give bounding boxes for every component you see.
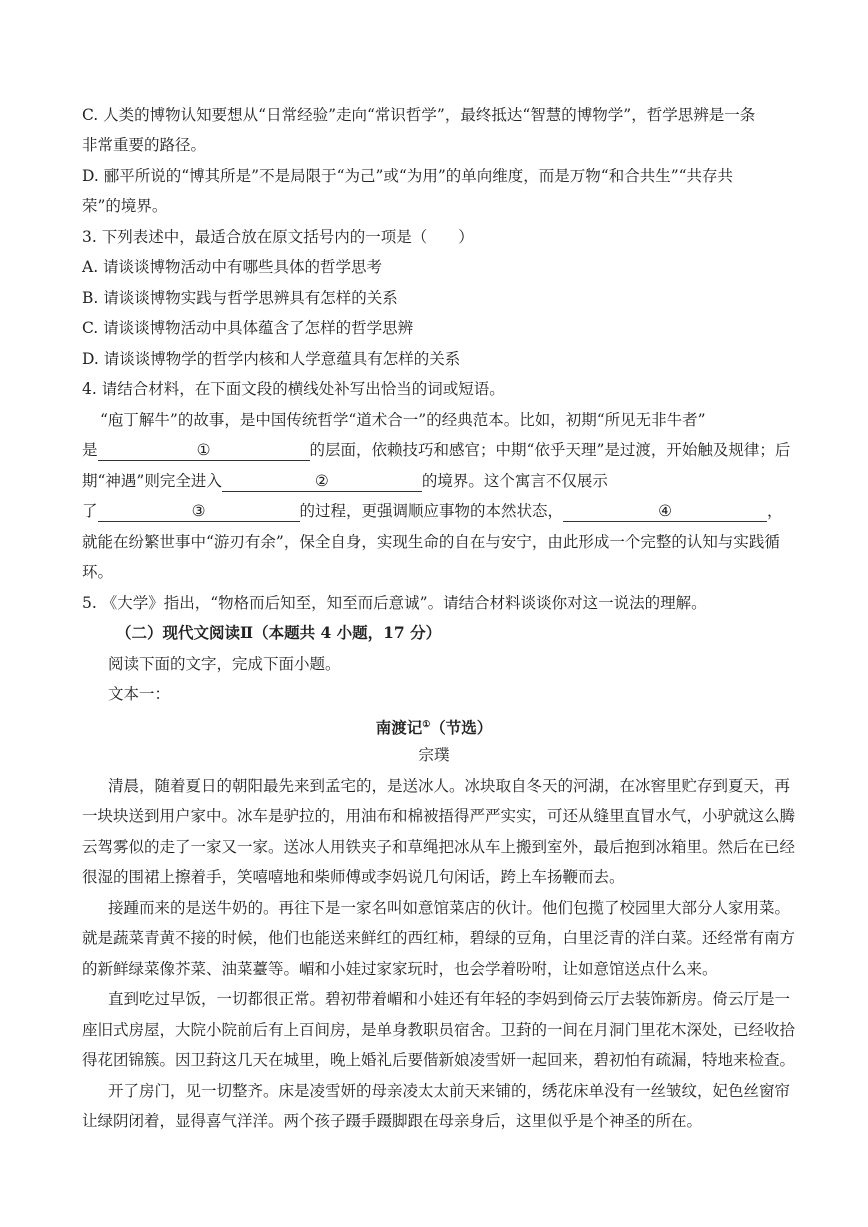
- article-line: 一块块送到用户家中。冰车是驴拉的，用油布和棉被捂得严严实实，可还从缝里直冒水气，小驴就这么腾: [82, 807, 796, 825]
- q2-option-c-line-2: 非常重要的路径。: [82, 136, 207, 154]
- q5-stem: 5. 《大学》指出，“物格而后知至，知至而后意诚”。请结合材料谈谈你对这一说法的理解。: [82, 594, 707, 612]
- article-line: 云驾雾似的走了一家又一家。送冰人用铁夹子和草绳把冰从车上搬到室外，最后抱到冰箱里。然后在已经: [82, 838, 796, 856]
- q2-option-d-line-1: D. 郦平所说的“博其所是”不是局限于“为己”或“为用”的单向维度，而是万物“和合共生”“共存共: [82, 167, 734, 185]
- answer-blank-1[interactable]: ①: [98, 440, 310, 461]
- answer-blank-2[interactable]: ②: [222, 471, 422, 492]
- q4-text: 的过程，更强调顺应事物的本然状态，: [299, 502, 564, 520]
- q4-text: 的境界。这个寓言不仅展示: [421, 472, 608, 490]
- article-line: 让绿阴闭着，显得喜气洋洋。两个孩子蹑手蹑脚跟在母亲身后，这里似乎是个神圣的所在。: [82, 1112, 703, 1130]
- article-line: 得花团锦簇。因卫葑这几天在城里，晚上婚礼后要偕新娘凌雪妍一起回来，碧初怕有疏漏，特地来检查。: [82, 1051, 796, 1069]
- article-title-suffix: （节选）: [430, 718, 493, 738]
- q4-paragraph-line-5: 就能在纷繁世事中“游刃有余”，保全自身，实现生命的自在与安宁，由此形成一个完整的认知与实践循: [82, 533, 780, 551]
- article-title: [0, 714, 868, 739]
- q4-paragraph-line-6: 环。: [82, 563, 114, 581]
- q4-text: 了: [82, 502, 98, 520]
- article-line: 直到吃过早饭，一切都很正常。碧初带着嵋和小娃还有年轻的李妈到倚云厅去装饰新房。倚云厅是一: [108, 990, 791, 1008]
- q4-text: ，: [767, 502, 783, 520]
- q4-stem: 4. 请结合材料，在下面文段的横线处补写出恰当的词或短语。: [82, 380, 505, 398]
- article-title-text: 南渡记: [375, 718, 423, 738]
- article-line: 很湿的围裙上擦着手，笑嘻嘻地和柴师傅或李妈说几句闲话，跨上车扬鞭而去。: [82, 868, 625, 886]
- article-line: 开了房门，见一切整齐。床是凌雪妍的母亲凌太太前天来铺的，绣花床单没有一丝皱纹，妃色丝窗帘: [108, 1082, 791, 1100]
- section-heading: （二）现代文阅读Ⅱ（本题共 4 小题，17 分）: [116, 623, 442, 642]
- answer-blank-3[interactable]: ③: [98, 501, 300, 522]
- article-line: 就是蔬菜青黄不接的时候，他们也能送来鲜红的西红柿，碧绿的豆角，白里泛青的洋白菜。还经常有南方: [82, 929, 796, 947]
- q4-paragraph-line-3: [82, 470, 608, 492]
- article-line: 的新鲜绿菜像芥菜、油菜薹等。嵋和小娃过家家玩时，也会学着吩咐，让如意馆送点什么来。: [82, 960, 718, 978]
- q3-option-a: A. 请谈谈博物活动中有哪些具体的哲学思考: [82, 258, 383, 276]
- article-line: 座旧式房屋，大院小院前后有上百间房，是单身教职员宿舍。卫葑的一间在月洞门里花木深处，已经收拾: [82, 1021, 796, 1039]
- article-line: 清晨，随着夏日的朝阳最先来到孟宅的，是送冰人。冰块取自冬天的河湖，在冰窖里贮存到夏天，再: [108, 777, 791, 795]
- q4-text: 的层面，依赖技巧和感官；中期“依乎天理”是过渡，开始触及规律；后: [309, 441, 791, 459]
- article-line: 接踵而来的是送牛奶的。再往下是一家名叫如意馆菜店的伙计。他们包揽了校园里大部分人家用菜。: [108, 899, 791, 917]
- article-author: 宗璞: [418, 746, 450, 764]
- q3-option-d: D. 请谈谈博物学的哲学内核和人学意蕴具有怎样的关系: [82, 350, 461, 368]
- answer-blank-4[interactable]: ④: [563, 501, 767, 522]
- q4-paragraph-line-4: [82, 500, 783, 522]
- q2-option-c-line-1: C. 人类的博物认知要想从“日常经验”走向“常识哲学”，最终抵达“智慧的博物学”，哲学思辨是一条: [82, 106, 756, 124]
- q4-paragraph-line-2: [82, 439, 790, 461]
- q2-option-d-line-2: 荣”的境界。: [82, 197, 168, 215]
- q4-text: 期“神遇”则完全进入: [82, 472, 222, 490]
- reading-instruction: 阅读下面的文字，完成下面小题。: [108, 655, 341, 673]
- text-one-label: 文本一：: [108, 685, 171, 703]
- q3-option-c: C. 请谈谈博物活动中具体蕴含了怎样的哲学思辨: [82, 319, 414, 337]
- q3-stem: 3. 下列表述中，最适合放在原文括号内的一项是（ ）: [82, 228, 474, 246]
- q4-text: 是: [82, 441, 98, 459]
- q4-paragraph-line-1: “庖丁解牛”的故事，是中国传统哲学“道术合一”的经典范本。比如，初期“所见无非牛者”: [100, 411, 706, 429]
- footnote-marker: ①: [422, 720, 431, 730]
- q3-option-b: B. 请谈谈博物实践与哲学思辨具有怎样的关系: [82, 289, 398, 307]
